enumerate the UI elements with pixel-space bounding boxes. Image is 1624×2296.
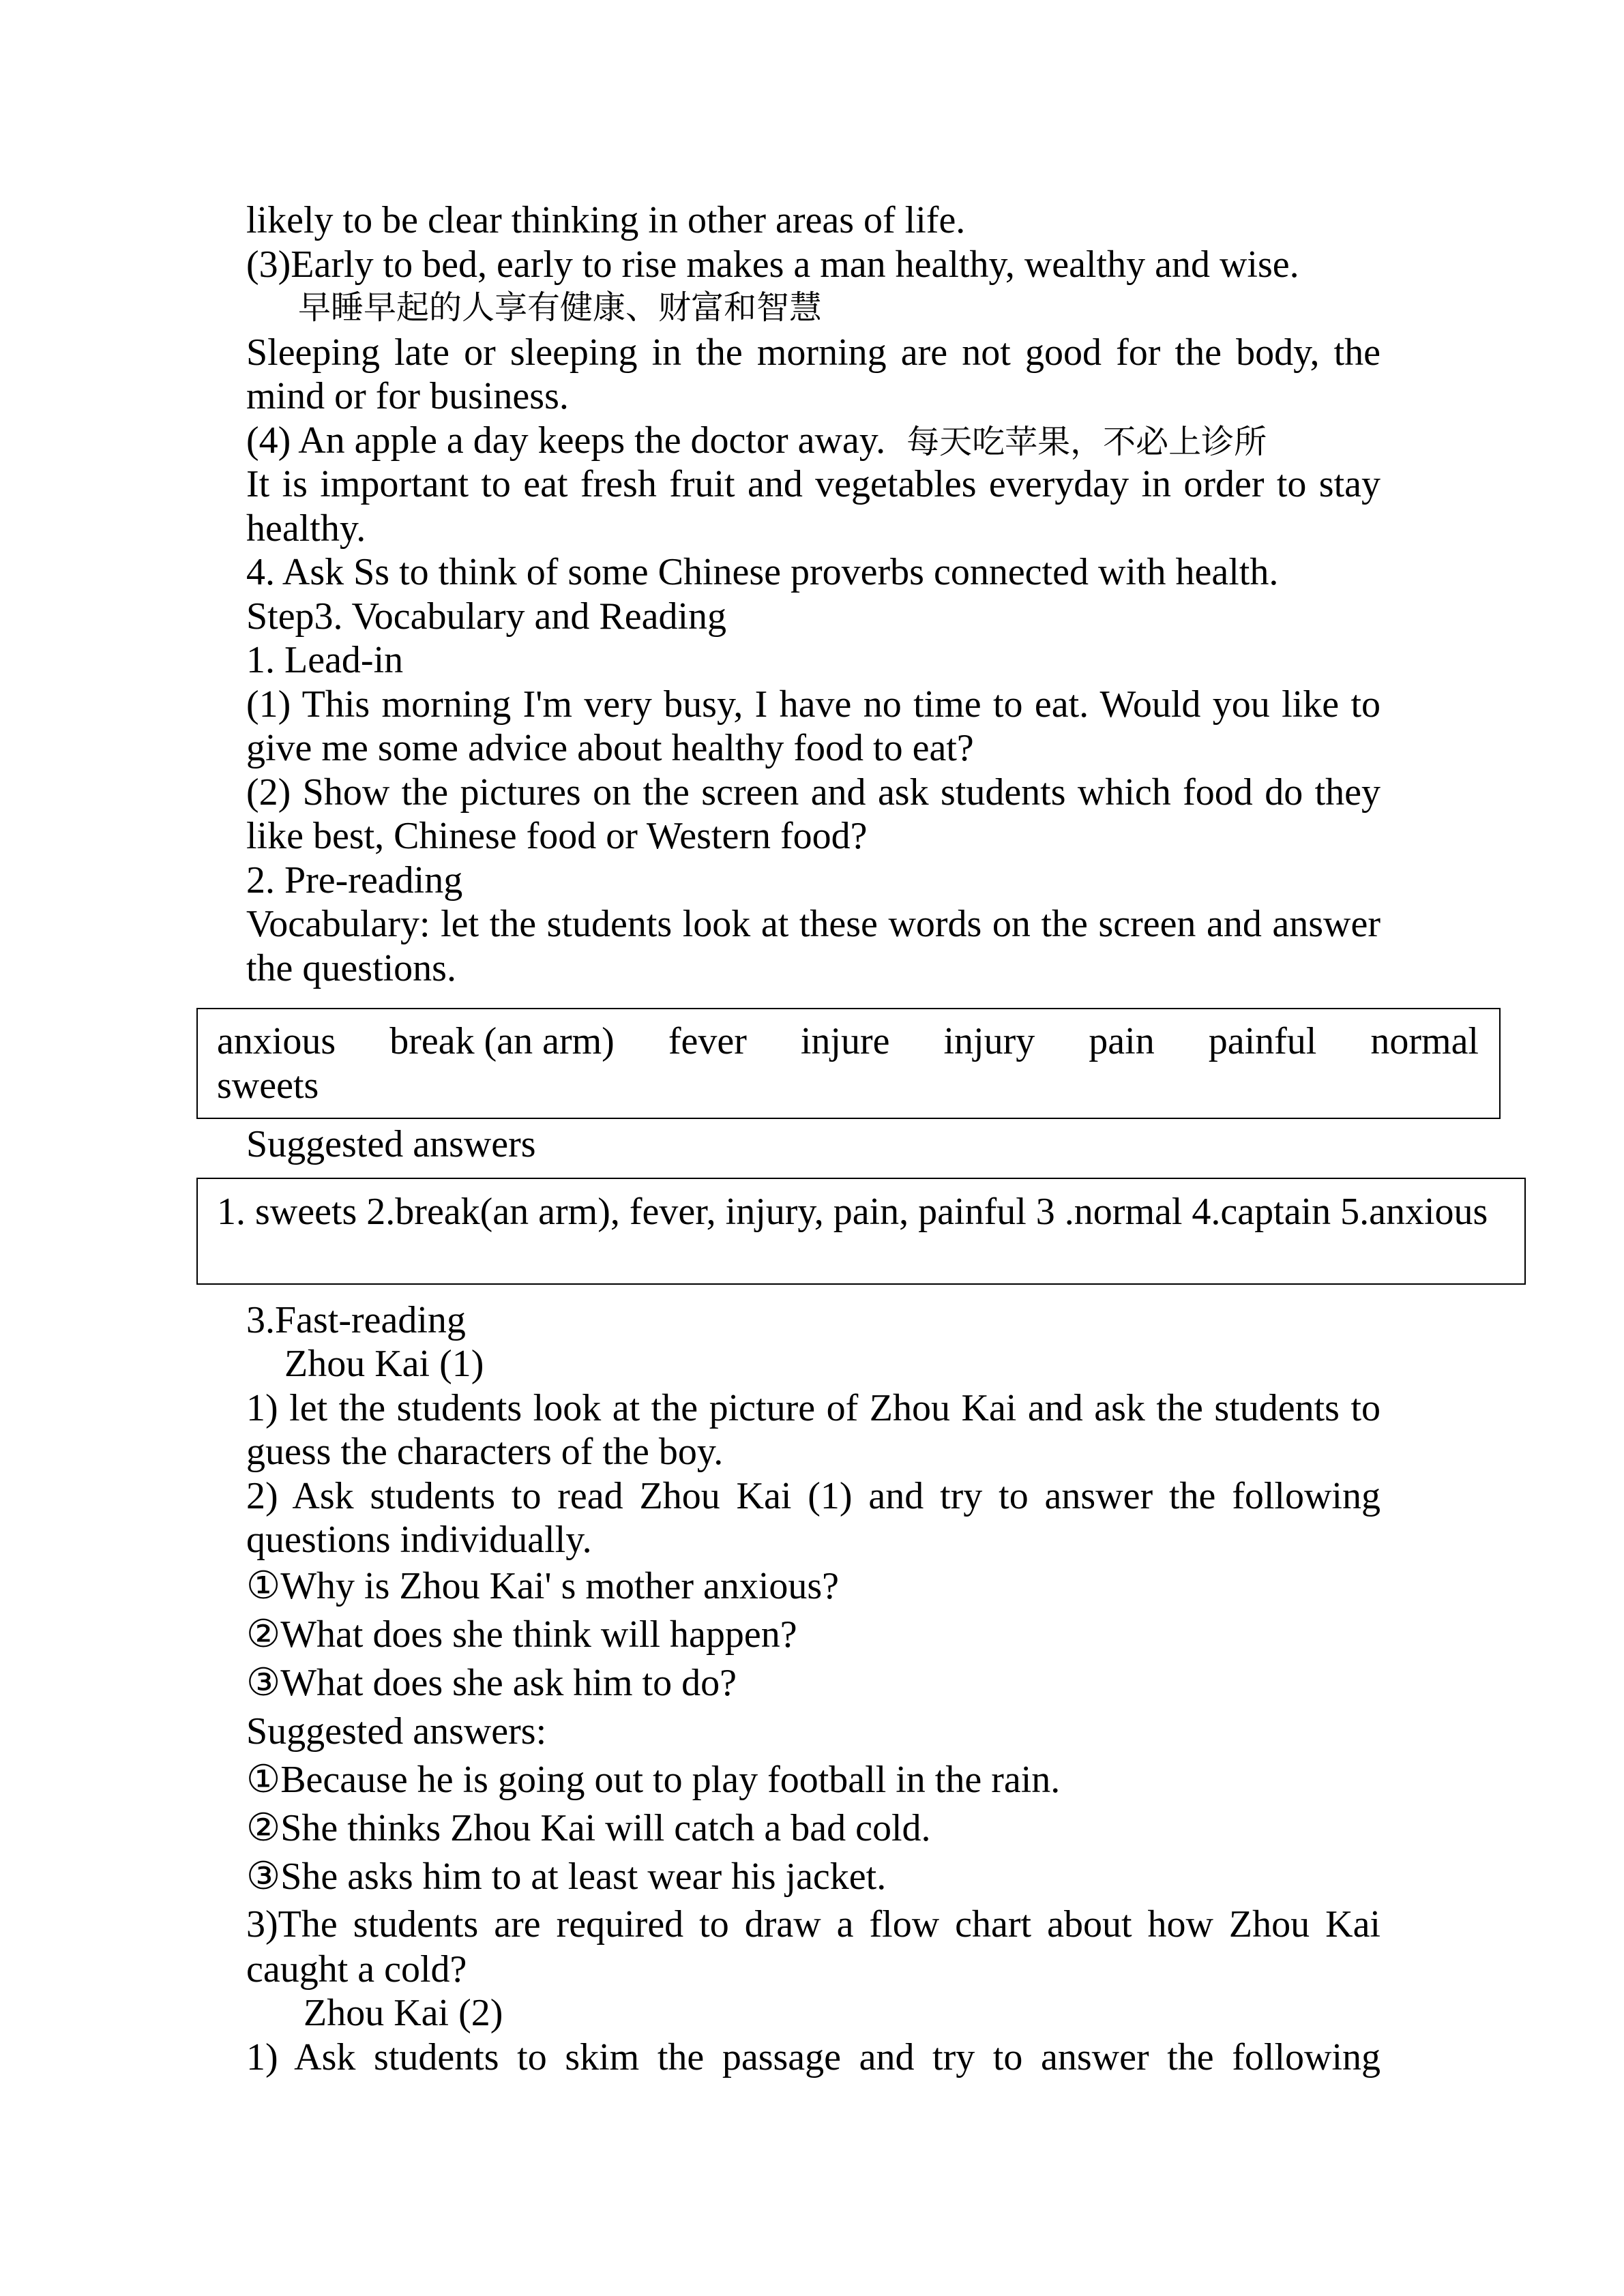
vocabulary-answers: 1. sweets 2.break(an arm), fever, injury, pain, painful 3 .normal 4.captain 5.anxious bbox=[217, 1191, 1488, 1233]
vocabulary-word: painful bbox=[1208, 1020, 1317, 1062]
lead-in-heading: 1. Lead-in bbox=[246, 639, 404, 681]
vocabulary-word: anxious bbox=[217, 1020, 336, 1062]
lead-in-item-2-line: like best, Chinese food or Western food? bbox=[246, 815, 868, 857]
vocabulary-word-row bbox=[217, 1064, 1479, 1108]
zhou-kai-1-task-1-line: 1) let the students look at the picture of Zhou Kai and ask the students to bbox=[246, 1386, 1381, 1429]
zhou-kai-1-task-2-line: questions individually. bbox=[246, 1519, 592, 1562]
vocabulary-word: sweets bbox=[217, 1064, 319, 1107]
pre-reading-instruction-line: the questions. bbox=[246, 946, 456, 989]
proverb-4-translation: 每天吃苹果，不必上诊所 bbox=[906, 423, 1267, 460]
proverb-3-explanation-line: Sleeping late or sleeping in the morning are not good for the body, the bbox=[246, 331, 1381, 374]
document-body bbox=[217, 198, 1488, 2079]
vocabulary-word: break (an arm) bbox=[389, 1020, 615, 1062]
step3-heading: Step3. Vocabulary and Reading bbox=[246, 595, 727, 638]
vocabulary-word: pain bbox=[1089, 1020, 1155, 1062]
vocabulary-word: injure bbox=[800, 1020, 890, 1062]
proverb-3-english: (3)Early to bed, early to rise makes a man healthy, wealthy and wise. bbox=[246, 243, 1299, 286]
pre-reading-heading: 2. Pre-reading bbox=[246, 859, 463, 901]
vocabulary-box bbox=[196, 1008, 1501, 1119]
body-text-line: likely to be clear thinking in other areas of life. bbox=[246, 199, 966, 241]
answer-item: ①Because he is going out to play football in the rain. bbox=[246, 1758, 1061, 1801]
proverb-4-english: (4) An apple a day keeps the doctor away. bbox=[246, 419, 886, 462]
vocabulary-word-row bbox=[217, 1019, 1479, 1064]
proverb-4-explanation-line: It is important to eat fresh fruit and vegetables everyday in order to stay bbox=[246, 463, 1381, 505]
lead-in-item-1-line: (1) This morning I'm very busy, I have no time to eat. Would you like to bbox=[246, 683, 1381, 726]
proverb-3-explanation-line: mind or for business. bbox=[246, 375, 569, 417]
proverb-4-explanation-line: healthy. bbox=[246, 507, 366, 550]
question-item: ③What does she ask him to do? bbox=[246, 1661, 737, 1704]
zhou-kai-1-task-2-line: 2) Ask students to read Zhou Kai (1) and try to answer the following bbox=[246, 1474, 1381, 1517]
proverb-3-translation: 早睡早起的人享有健康、财富和智慧 bbox=[298, 290, 823, 326]
zhou-kai-2-title: Zhou Kai (2) bbox=[304, 1992, 503, 2035]
vocabulary-word: injury bbox=[943, 1020, 1035, 1062]
question-item: ②What does she think will happen? bbox=[246, 1613, 797, 1656]
lead-in-item-2-line: (2) Show the pictures on the screen and ask students which food do they bbox=[246, 771, 1381, 814]
question-item: ①Why is Zhou Kai' s mother anxious? bbox=[246, 1564, 840, 1607]
proverb-4 bbox=[246, 419, 1381, 463]
lead-in-item-1-line: give me some advice about healthy food to eat? bbox=[246, 727, 974, 769]
zhou-kai-1-task-1-line: guess the characters of the boy. bbox=[246, 1431, 724, 1474]
zhou-kai-1-title: Zhou Kai (1) bbox=[284, 1343, 484, 1386]
zhou-kai-1-task-3-line: caught a cold? bbox=[246, 1948, 467, 1991]
zhou-kai-2-task-1-line: 1) Ask students to skim the passage and try to answer the following bbox=[246, 2036, 1381, 2078]
task-4: 4. Ask Ss to think of some Chinese proverbs connected with health. bbox=[246, 551, 1279, 593]
suggested-answers-label: Suggested answers: bbox=[246, 1710, 547, 1753]
fast-reading-heading: 3.Fast-reading bbox=[246, 1298, 466, 1341]
pre-reading-instruction-line: Vocabulary: let the students look at these words on the screen and answer bbox=[246, 903, 1381, 945]
answer-item: ③She asks him to at least wear his jacket. bbox=[246, 1855, 887, 1898]
vocabulary-word: fever bbox=[668, 1020, 747, 1062]
zhou-kai-1-task-3-line: 3)The students are required to draw a flow chart about how Zhou Kai bbox=[246, 1903, 1381, 1945]
suggested-answers-label: Suggested answers bbox=[246, 1123, 536, 1165]
answer-item: ②She thinks Zhou Kai will catch a bad cold. bbox=[246, 1806, 931, 1849]
suggested-answers-box bbox=[196, 1178, 1526, 1285]
vocabulary-word: normal bbox=[1370, 1020, 1479, 1062]
